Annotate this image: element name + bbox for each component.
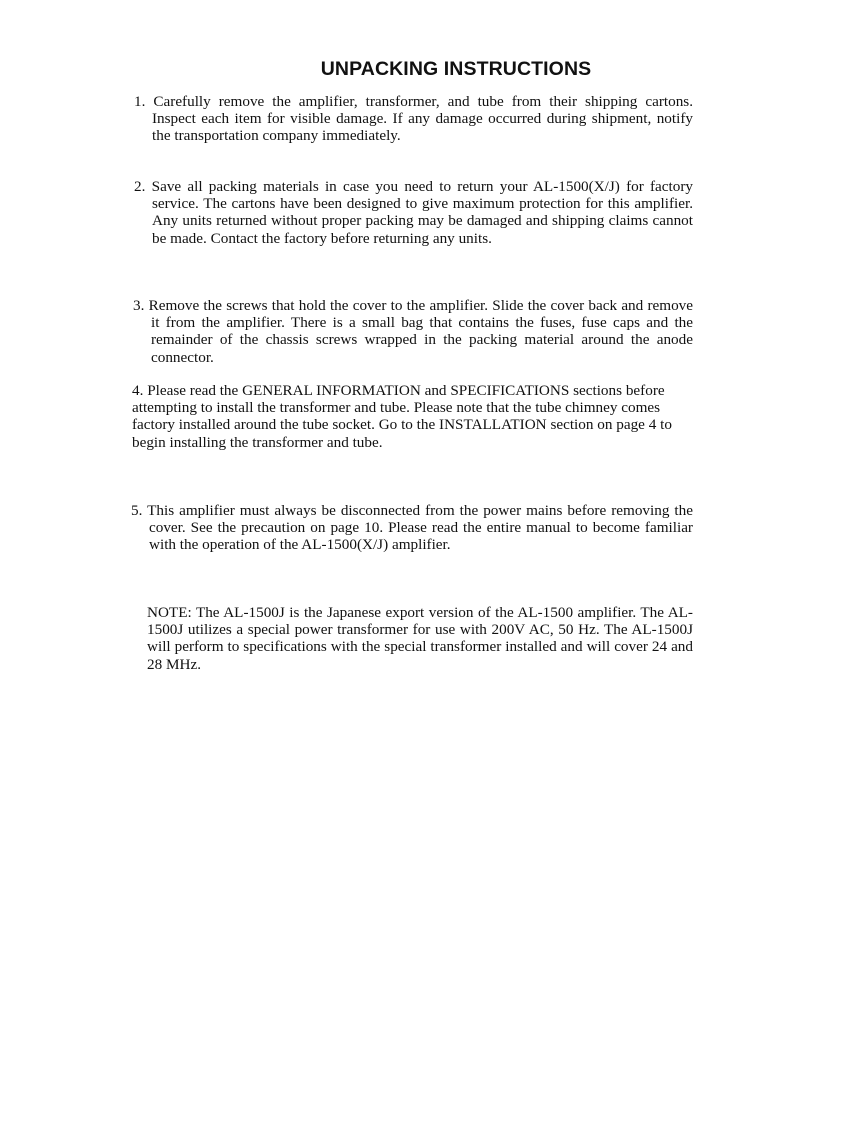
item-text: Save all packing materials in case you need to return your AL-1500(X/J) for factory service. The cartons have been designed to give maximum protection for this amplifier. Any units returned without proper packing may be damaged and shipping claims cannot be made. Contact the factory before returning any units. bbox=[151, 178, 694, 247]
page-title: UNPACKING INSTRUCTIONS bbox=[320, 58, 592, 80]
item-number: 4. bbox=[132, 382, 144, 399]
instruction-item-1 bbox=[134, 93, 694, 145]
item-text: Remove the screws that hold the cover to the amplifier. Slide the cover back and remove it from the amplifier. There is a small bag that contains the fuses, fuse caps and the remainder of the chassis screws wrapped in the packing material around the anode connector. bbox=[148, 297, 693, 366]
item-text: Please read the GENERAL INFORMATION and SPECIFICATIONS sections before attempting to install the transformer and tube. Please note that the tube chimney comes factory installed around the tube socket. Go to the INSTALLATION section on page 4 to begin installing the transformer and tube. bbox=[132, 382, 672, 451]
instruction-item-4 bbox=[132, 382, 694, 451]
instruction-item-5 bbox=[131, 502, 693, 554]
item-text: This amplifier must always be disconnected from the power mains before removing the cover. See the precaution on page 10. Please read the entire manual to become familiar with the operation of the AL-1500(X/J) amplifier. bbox=[147, 502, 693, 554]
item-number: 2. bbox=[134, 178, 146, 195]
item-number: 3. bbox=[133, 297, 145, 314]
instruction-item-3 bbox=[133, 297, 693, 366]
instruction-item-2 bbox=[134, 178, 694, 247]
item-number: 1. bbox=[134, 93, 146, 110]
export-note: NOTE: The AL-1500J is the Japanese export version of the AL-1500 amplifier. The AL-1500J utilizes a special power transformer for use with 200V AC, 50 Hz. The AL-1500J will perform to specifications with the special transformer installed and will cover 24 and 28 MHz. bbox=[147, 604, 693, 673]
item-number: 5. bbox=[131, 502, 143, 519]
item-text: Carefully remove the amplifier, transformer, and tube from their shipping cartons. Inspect each item for visible damage. If any damage occurred during shipment, notify the transportation company immediately. bbox=[152, 93, 694, 145]
